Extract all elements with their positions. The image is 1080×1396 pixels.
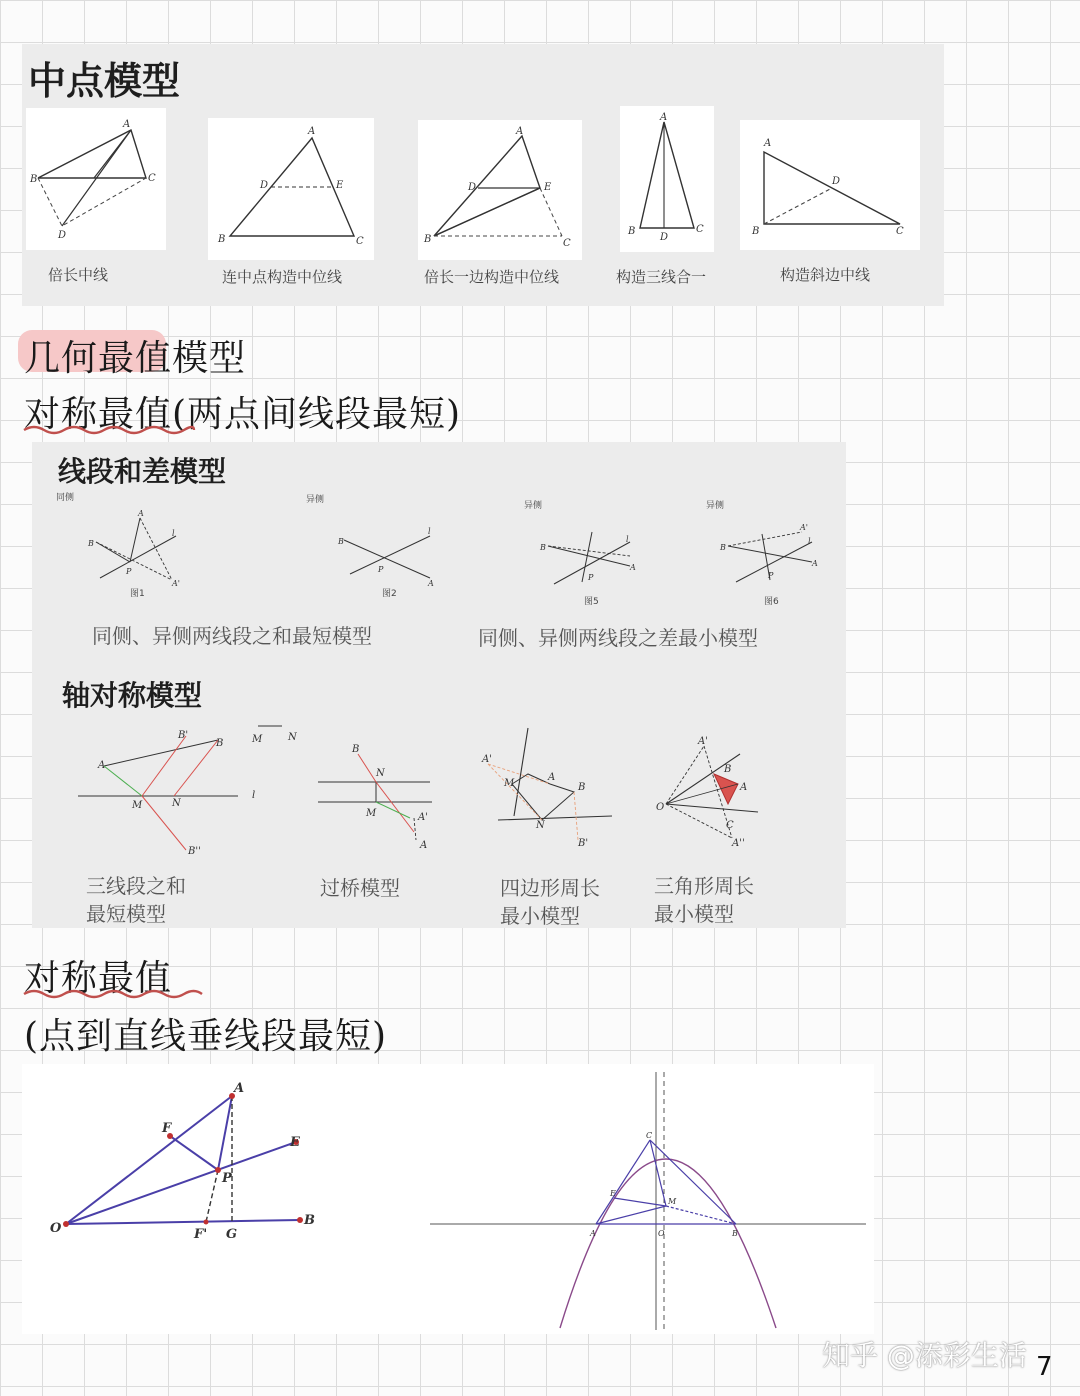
svg-text:P: P — [588, 573, 594, 582]
svg-text:A: A — [138, 509, 144, 518]
svg-text:C: C — [563, 238, 571, 249]
svg-text:P: P — [126, 567, 132, 576]
svg-text:C: C — [148, 173, 156, 184]
zhihu-watermark: 知乎 @添彩生活 — [822, 1339, 1027, 1372]
sum-shortest-caption: 同侧、异侧两线段之和最短模型 — [92, 624, 372, 648]
svg-text:M: M — [668, 1197, 677, 1206]
fig2-diff-side-diagram — [336, 522, 446, 592]
geometry-extremum-heading: 几何最值模型 — [24, 338, 247, 379]
svg-text:B': B' — [578, 838, 589, 849]
svg-text:B: B — [88, 539, 94, 548]
axis-symmetry-title: 轴对称模型 — [62, 679, 203, 712]
svg-text:A: A — [548, 772, 556, 783]
perpendicular-shortest-heading: (点到直线垂线段最短) — [24, 1016, 388, 1057]
svg-text:D: D — [260, 180, 269, 191]
svg-text:A: A — [234, 1081, 245, 1096]
svg-text:P: P — [222, 1171, 232, 1186]
svg-text:A': A' — [418, 812, 428, 823]
svg-text:C: C — [696, 224, 704, 235]
svg-text:B: B — [338, 537, 344, 546]
triangle-caption-1: 三角形周长 — [654, 874, 754, 898]
svg-text:B: B — [424, 234, 432, 245]
svg-text:E: E — [336, 180, 344, 191]
svg-text:E: E — [290, 1135, 300, 1150]
svg-text:D: D — [832, 176, 841, 187]
angle-perpendicular-diagram — [40, 1078, 340, 1248]
svg-text:E: E — [610, 1189, 616, 1198]
svg-text:N: N — [376, 768, 385, 779]
svg-text:P: P — [378, 565, 384, 574]
svg-text:B: B — [352, 744, 360, 755]
midpoint-card-2-caption: 连中点构造中位线 — [222, 268, 343, 286]
bridge-model-caption: 过桥模型 — [320, 876, 400, 900]
svg-text:B: B — [218, 234, 226, 245]
segment-sum-diff-title: 线段和差模型 — [58, 455, 227, 488]
symmetric-extremum-heading-1: 对称最值(两点间线段最短) — [24, 394, 462, 435]
svg-text:A': A' — [800, 523, 808, 532]
svg-text:l: l — [428, 527, 431, 536]
svg-text:B: B — [732, 1229, 738, 1238]
fig2-label: 图2 — [382, 589, 397, 599]
fig5-tag: 异侧 — [524, 501, 543, 511]
svg-text:P: P — [768, 571, 774, 580]
svg-text:G: G — [226, 1227, 238, 1242]
svg-text:C: C — [646, 1131, 653, 1140]
fig5-diagram — [538, 524, 648, 594]
diff-smallest-caption: 同侧、异侧两线段之差最小模型 — [478, 626, 758, 650]
hypotenuse-median-diagram — [740, 120, 920, 250]
quadrilateral-caption-2: 最小模型 — [500, 904, 580, 928]
svg-text:C: C — [356, 236, 364, 247]
svg-text:M: M — [252, 734, 263, 745]
svg-text:A'': A'' — [732, 838, 745, 849]
fig1-label: 图1 — [130, 589, 145, 599]
svg-text:A': A' — [482, 754, 492, 765]
svg-text:B: B — [628, 226, 636, 237]
svg-text:A: A — [308, 126, 316, 137]
svg-text:O: O — [50, 1221, 62, 1236]
three-segment-sum-diagram — [78, 718, 308, 858]
page-number: 7 — [1036, 1352, 1053, 1382]
svg-text:A: A — [516, 126, 524, 137]
svg-text:M: M — [132, 800, 143, 811]
midpoint-card-5-caption: 构造斜边中线 — [780, 266, 871, 284]
svg-text:B: B — [304, 1213, 315, 1228]
fig1-same-side-diagram — [84, 506, 194, 596]
triangle-perimeter-diagram — [652, 734, 772, 854]
svg-text:M: M — [504, 778, 515, 789]
svg-text:A: A — [764, 138, 772, 149]
svg-text:l: l — [252, 790, 256, 801]
svg-text:A: A — [420, 840, 428, 851]
svg-text:l: l — [172, 529, 175, 538]
fig6-label: 图6 — [764, 597, 779, 607]
svg-text:A: A — [123, 119, 131, 130]
fig5-label: 图5 — [584, 597, 599, 607]
three-segment-caption-2: 最短模型 — [86, 902, 166, 926]
fig6-diagram — [720, 522, 830, 592]
svg-text:B: B — [752, 226, 760, 237]
svg-text:O: O — [658, 1229, 665, 1238]
svg-text:N: N — [172, 798, 181, 809]
svg-text:M: M — [366, 808, 377, 819]
fig6-tag: 异侧 — [706, 501, 725, 511]
svg-text:A: A — [812, 559, 818, 568]
svg-text:E: E — [544, 182, 552, 193]
wave-underline-1 — [24, 424, 194, 438]
double-median-diagram — [26, 108, 166, 250]
midpoint-card-4-caption: 构造三线合一 — [616, 268, 707, 286]
extend-side-midline-diagram — [418, 120, 582, 260]
quadrilateral-caption-1: 四边形周长 — [500, 876, 600, 900]
svg-text:F': F' — [194, 1227, 208, 1242]
svg-text:A: A — [740, 782, 748, 793]
wave-underline-2 — [24, 988, 202, 1002]
svg-text:A': A' — [172, 579, 180, 588]
svg-text:A: A — [590, 1229, 596, 1238]
three-lines-coincide-diagram — [620, 106, 714, 252]
midpoint-card-1-caption: 倍长中线 — [48, 266, 109, 284]
parabola-coordinate-diagram — [430, 1070, 870, 1332]
svg-text:B'': B'' — [188, 846, 201, 857]
svg-text:B': B' — [178, 730, 189, 741]
svg-text:B: B — [578, 782, 586, 793]
symmetric-extremum-heading-2: 对称最值 — [24, 958, 173, 999]
svg-text:O: O — [656, 802, 665, 813]
quadrilateral-perimeter-diagram — [478, 724, 618, 854]
midpoint-card-3-caption: 倍长一边构造中位线 — [424, 268, 560, 286]
bridge-model-diagram — [318, 740, 448, 850]
svg-text:D: D — [58, 230, 67, 241]
svg-text:A': A' — [698, 736, 708, 747]
svg-text:A: A — [428, 579, 434, 588]
svg-text:l: l — [808, 537, 811, 546]
svg-text:D: D — [660, 232, 669, 243]
svg-text:A: A — [630, 563, 636, 572]
svg-text:B: B — [540, 543, 546, 552]
svg-text:l: l — [626, 535, 629, 544]
fig1-tag: 同侧 — [56, 493, 75, 503]
svg-text:B: B — [216, 738, 224, 749]
fig2-tag: 异侧 — [306, 495, 325, 505]
svg-text:B: B — [720, 543, 726, 552]
svg-text:B: B — [30, 174, 38, 185]
three-segment-caption-1: 三线段之和 — [86, 874, 186, 898]
midpoint-model-title: 中点模型 — [28, 59, 181, 103]
svg-text:B: B — [724, 764, 732, 775]
svg-text:A: A — [660, 112, 668, 123]
svg-text:D: D — [468, 182, 477, 193]
svg-text:N: N — [536, 820, 545, 831]
svg-text:C: C — [896, 226, 904, 237]
svg-text:N: N — [288, 732, 297, 743]
svg-text:C: C — [726, 820, 734, 831]
svg-text:A: A — [98, 760, 106, 771]
svg-text:F: F — [162, 1121, 172, 1136]
triangle-caption-2: 最小模型 — [654, 902, 734, 926]
midline-diagram — [208, 118, 374, 260]
